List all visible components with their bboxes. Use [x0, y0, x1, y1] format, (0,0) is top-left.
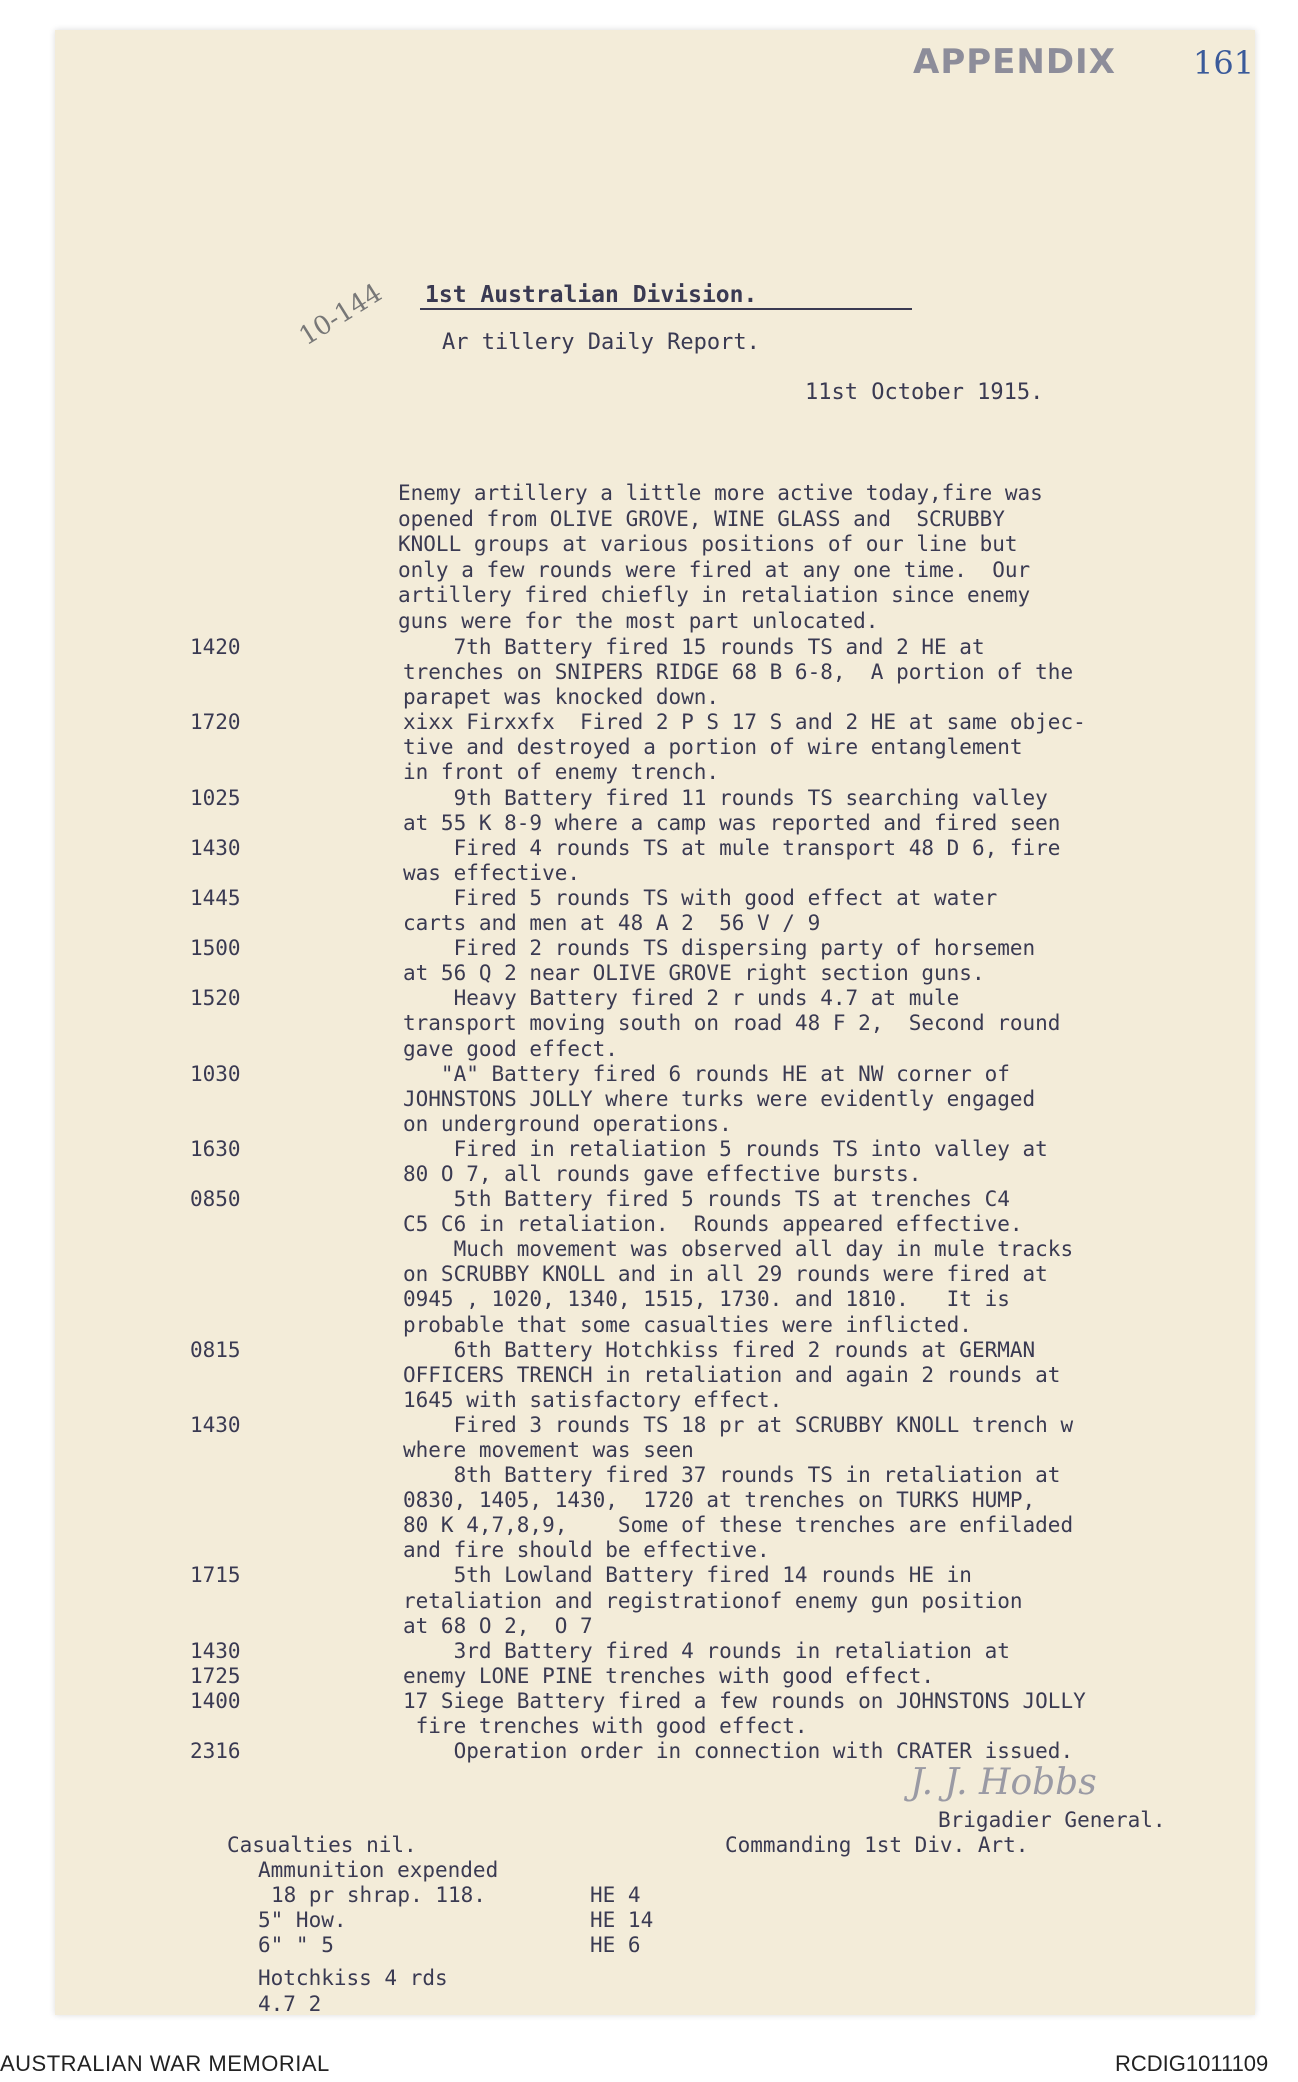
appendix-stamp: APPENDIX [913, 42, 1116, 82]
entry-text: 5th Lowland Battery fired 14 rounds HE in retaliation and registrationof enemy gun position at 68 O 2, O 7 [403, 1563, 1023, 1638]
report-date: 11st October 1915. [805, 380, 1044, 405]
log-entry [0, 986, 1240, 1061]
entry-text: xixx Firxxfx Fired 2 P S 17 S and 2 HE at same objec- tive and destroyed a portion of wire entanglement in front of enemy trench. [403, 710, 1086, 785]
entry-time: 0850 [190, 1187, 241, 1212]
log-entry [0, 635, 1240, 710]
entry-text: 3rd Battery fired 4 rounds in retaliation at [403, 1638, 1010, 1663]
entry-text: Operation order in connection with CRATER issued. [403, 1739, 1074, 1764]
entry-text: 9th Battery fired 11 rounds TS searching valley at 55 K 8-9 where a camp was reported and fired seen [403, 785, 1061, 835]
log-entry [0, 1187, 1240, 1338]
entry-text: Fired 4 rounds TS at mule transport 48 D 6, fire was effective. [403, 835, 1061, 885]
log-entry [0, 1639, 1240, 1664]
entry-time: 1030 [190, 1061, 241, 1086]
entry-time: 1520 [190, 986, 241, 1011]
ammo-he: HE 6 [590, 1933, 641, 1957]
entry-text: Fired in retaliation 5 rounds TS into valley at 80 O 7, all rounds gave effective bursts. [403, 1136, 1048, 1186]
entry-text: enemy LONE PINE trenches with good effect. [403, 1663, 935, 1688]
ammo-he: HE 14 [590, 1908, 654, 1932]
log-entry [0, 836, 1240, 886]
entry-text: Fired 5 rounds TS with good effect at water carts and men at 48 A 2 56 V / 9 [403, 885, 998, 936]
footer-institution: AUSTRALIAN WAR MEMORIAL [0, 2051, 330, 2076]
ammo-item: 4.7 2 [258, 1992, 322, 2016]
report-title: Ar tillery Daily Report. [442, 330, 760, 355]
ammo-item: 6" " 5 [258, 1933, 334, 1957]
ammo-item: 5" How. [258, 1908, 347, 1932]
entry-text: 6th Battery Hotchkiss fired 2 rounds at GERMAN OFFICERS TRENCH in retaliation and again 2 rounds at 1645 with satisfactory effect. [403, 1337, 1061, 1412]
entry-time: 1445 [190, 885, 241, 910]
entry-time: 1720 [190, 710, 241, 735]
entry-text: 7th Battery fired 15 rounds TS and 2 HE at trenches on SNIPERS RIDGE 68 B 6-8, A portion of the parapet was knocked down. [403, 635, 1074, 710]
entry-time: 1430 [190, 1638, 241, 1663]
entry-text: Fired 3 rounds TS 18 pr at SCRUBBY KNOLL trench w where movement was seen 8th Battery fired 37 rounds TS in retaliation at 0830, 1405, 1430, 1720 at trenches on TURKS HUMP, 80 K 4,7,8,9, Some of these trenches are enfiladed and fire should be effective. [403, 1412, 1074, 1563]
log-entry [0, 1664, 1240, 1689]
pencil-note: 10-144 [294, 278, 388, 352]
division-heading: 1st Australian Division. [425, 282, 758, 308]
entry-time: 1430 [190, 1412, 241, 1437]
entry-time: 1400 [190, 1688, 241, 1713]
log-entry [0, 710, 1240, 785]
entry-time: 1420 [190, 635, 241, 659]
log-entry [0, 1137, 1240, 1187]
entry-text: Fired 2 rounds TS dispersing party of horsemen at 56 Q 2 near OLIVE GROVE right section guns. [403, 936, 1036, 986]
footer-catalogue-id: RCDIG1011109 [1115, 2051, 1269, 2076]
entry-time: 0815 [190, 1337, 241, 1362]
folio-number: 161 [1193, 44, 1255, 82]
casualties-line: Casualties nil. [227, 1833, 417, 1857]
entry-time: 2316 [190, 1739, 241, 1764]
log-entry [0, 1563, 1240, 1638]
entry-time: 1025 [190, 785, 241, 810]
entry-text: Heavy Battery fired 2 r unds 4.7 at mule transport moving south on road 48 F 2, Second round gave good effect. [403, 986, 1061, 1061]
entry-list [0, 635, 1240, 1764]
log-entry [0, 1413, 1240, 1564]
heading-underline [420, 308, 912, 310]
intro-paragraph: Enemy artillery a little more active today,fire was opened from OLIVE GROVE, WINE GLASS and SCRUBBY KNOLL groups at various positions of our line but only a few rounds were fired at any one time. Our artillery fired chiefly in retaliation since enemy guns were for the most part unlocated. [398, 481, 1043, 633]
log-entry [0, 1689, 1240, 1739]
entry-time: 1430 [190, 835, 241, 860]
entry-time: 1715 [190, 1563, 241, 1588]
log-entry [0, 886, 1240, 936]
signatory-command: Commanding 1st Div. Art. [725, 1833, 1029, 1857]
log-entry [0, 1739, 1240, 1764]
ammo-he: HE 4 [590, 1883, 641, 1907]
log-entry [0, 786, 1240, 836]
ammo-item: Hotchkiss 4 rds [258, 1966, 448, 1990]
handwritten-signature: J. J. Hobbs [910, 1762, 1097, 1803]
entry-text: 5th Battery fired 5 rounds TS at trenches C4 C5 C6 in retaliation. Rounds appeared effective. Much movement was observed all day in mule tracks on SCRUBBY KNOLL and in all 29 rounds were fired at 0945 , 1020, 1340, 1515, 1730. and 1810. It is probable that some casualties were inflicted. [403, 1187, 1074, 1337]
entry-text: 17 Siege Battery fired a few rounds on JOHNSTONS JOLLY fire trenches with good effect. [403, 1688, 1086, 1739]
ammo-item: 18 pr shrap. 118. [271, 1883, 486, 1907]
entry-time: 1630 [190, 1136, 241, 1161]
signatory-rank: Brigadier General. [938, 1808, 1166, 1832]
log-entry [0, 1338, 1240, 1413]
ammunition-heading: Ammunition expended [258, 1858, 499, 1882]
entry-time: 1500 [190, 936, 241, 961]
entry-text: "A" Battery fired 6 rounds HE at NW corner of JOHNSTONS JOLLY where turks were evidently engaged on underground operations. [403, 1061, 1036, 1136]
log-entry [0, 936, 1240, 986]
log-entry [0, 1062, 1240, 1137]
entry-time: 1725 [190, 1663, 241, 1688]
